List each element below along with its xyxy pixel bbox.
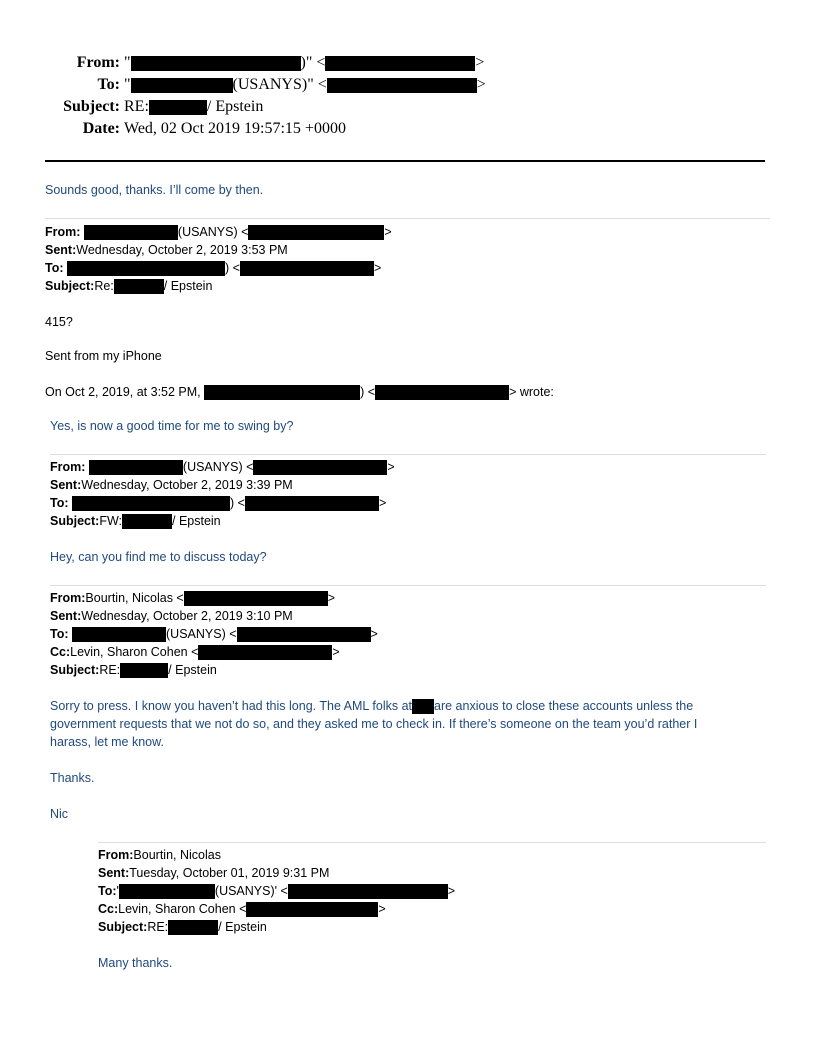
redaction (325, 56, 475, 71)
redaction (288, 884, 448, 899)
quote-intro: On Oct 2, 2019, at 3:52 PM, ) < > wrote: (45, 385, 554, 399)
message-body: Sorry to press. I know you haven’t had this long. The AML folks at are anxious to close these accounts unless the government requests that we not do so, and they asked me to check in. If there’s someone on the team you’d rather I harass, let me know. (50, 699, 698, 749)
message-body: Hey, can you find me to discuss today? (50, 550, 267, 564)
redaction (168, 920, 218, 935)
redaction (72, 496, 230, 511)
redaction (412, 699, 434, 714)
message-body: Sounds good, thanks. I’ll come by then. (45, 183, 264, 197)
redaction (149, 100, 207, 115)
redaction (119, 884, 215, 899)
redaction (327, 78, 477, 93)
redaction (253, 460, 387, 475)
message-header: From: Bourtin, Nicolas Sent: Tuesday, October 01, 2019 9:31 PM To: ' (USANYS)' < > Cc: Levin, Sharon Cohen < > Subject: RE: / Epstein (98, 848, 456, 934)
message-signature: Sent from my iPhone (45, 349, 162, 363)
message-body: Many thanks. (98, 956, 173, 970)
message-body: 415? (45, 315, 73, 329)
redaction (131, 56, 301, 71)
divider (50, 454, 766, 455)
message-signature: Nic (50, 807, 69, 821)
redaction (84, 225, 178, 240)
message-header: From: Bourtin, Nicolas < > Sent: Wednesday, October 2, 2019 3:10 PM To: (USANYS) < > Cc: Levin, Sharon Cohen < > Subject: RE: / Epstein (50, 591, 378, 677)
email-header (46, 52, 486, 140)
message-body: Yes, is now a good time for me to swing by? (50, 419, 294, 433)
message-header: From: (USANYS) < > Sent: Wednesday, October 2, 2019 3:39 PM To: ) < > Subject: FW: / Epstein (50, 460, 395, 528)
redaction (184, 591, 328, 606)
redaction (237, 627, 371, 642)
redaction (120, 663, 168, 678)
header-date-row (46, 118, 486, 140)
header-date-label: Date: (82, 120, 120, 137)
header-date-value: Wed, 02 Oct 2019 19:57:15 +0000 (124, 120, 346, 137)
divider (45, 218, 770, 219)
redaction (89, 460, 183, 475)
header-subject-row: Subject: RE: / Epstein (46, 96, 486, 118)
redaction (122, 514, 172, 529)
redaction (248, 225, 384, 240)
redaction (114, 279, 164, 294)
redaction (131, 78, 233, 93)
redaction (240, 261, 374, 276)
message-header: From: (USANYS) < > Sent: Wednesday, October 2, 2019 3:53 PM To: ) < > Subject: Re: / Epstein (45, 225, 392, 293)
redaction (245, 496, 379, 511)
redaction (67, 261, 225, 276)
redaction (72, 627, 166, 642)
header-subject-label: Subject: (63, 98, 120, 115)
redaction (198, 645, 332, 660)
header-from-label: From: (76, 54, 120, 71)
header-from-row: From: " )" < > (46, 52, 486, 74)
header-to-label: To: (97, 76, 120, 93)
divider (98, 842, 766, 843)
header-divider (45, 160, 765, 162)
redaction (246, 902, 378, 917)
message-closing: Thanks. (50, 771, 95, 785)
redaction (204, 385, 360, 400)
divider (50, 585, 766, 586)
redaction (375, 385, 509, 400)
header-to-row: To: " (USANYS)" < > (46, 74, 486, 96)
